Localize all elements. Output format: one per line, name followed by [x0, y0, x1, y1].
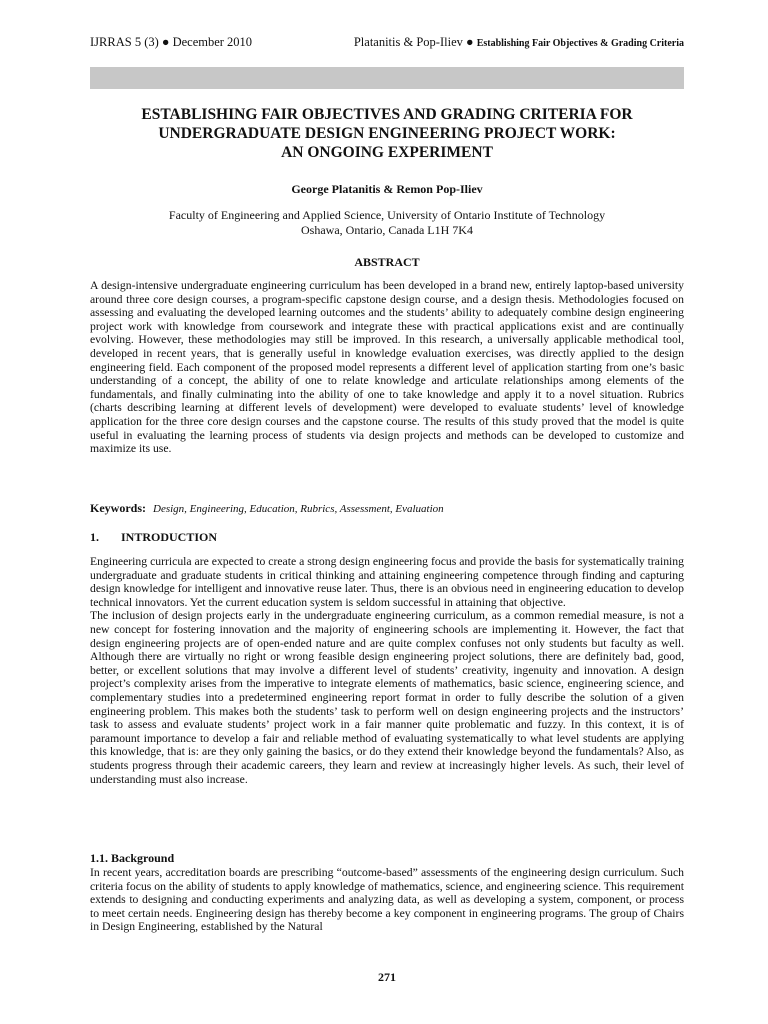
running-header [90, 34, 684, 52]
journal-name: IJRRAS [90, 35, 132, 49]
page-number: 271 [378, 970, 396, 984]
header-divider-band [90, 67, 684, 89]
keywords-list: Design, Engineering, Education, Rubrics, Assessment, Evaluation [153, 503, 444, 515]
journal-date: December 2010 [172, 35, 253, 49]
abstract-heading: ABSTRACT [354, 255, 420, 269]
title-line: ESTABLISHING FAIR OBJECTIVES AND GRADING CRITERIA FOR [141, 106, 633, 123]
affiliation-line-1: Faculty of Engineering and Applied Science, University of Ontario Institute of Technology [168, 208, 606, 222]
journal-citation [90, 34, 252, 52]
introduction-body [90, 555, 684, 786]
section-number: 1. [90, 530, 99, 544]
title-line: UNDERGRADUATE DESIGN ENGINEERING PROJECT WORK: [158, 125, 616, 142]
header-bullet-2: ● [466, 35, 474, 49]
section-heading-introduction [90, 530, 684, 545]
title-line: AN ONGOING EXPERIMENT [281, 144, 493, 161]
author-affiliation [90, 208, 684, 238]
header-bullet: ● [161, 35, 170, 49]
header-authors: Platanitis & Pop-Iliev [353, 35, 463, 49]
keywords-line [90, 501, 684, 517]
paragraph: Engineering curricula are expected to create a strong design engineering focus and provide the basis for systematically training undergraduate and graduate students in critical thinking and attaining engineering competence through finding and capturing design knowledge for intelligent and innovative reuse later. Thus, there is an obvious need in engineering education to develop technical innovators. Yet the current education system is seldom successful in attaining that objective. [90, 555, 684, 609]
paper-page [90, 0, 684, 1024]
running-title-block [354, 34, 684, 52]
keywords-label: Keywords: [90, 501, 146, 515]
running-title: Establishing Fair Objectives & Grading Criteria [476, 38, 684, 49]
subsection-heading-background: 1.1. Background [90, 851, 175, 865]
abstract-text: A design-intensive undergraduate engineering curriculum has been developed in a brand new, entirely laptop-based university around three core design courses, a program-specific capstone design course, and a design thesis. Methodologies focused on assessing and evaluating the developed learning outcomes and the students’ ability to adequately combine design engineering project work with knowledge from coursework and integrate these with practical applications exist and are continually evolving. However, these methodologies may still be improved. In this research, a universally applicable methodical tool, developed in recent years, that is generally useful in knowledge evaluation exercises, was directly applied to the design engineering field. Each component of the proposed model represents a different level of application starting from one’s basic understanding of a concept, the ability of one to relate knowledge and articulate relationships among elements of the fundamentals, and finally culminating into the ability of one to take knowledge and apply it to a novel situation. Rubrics (charts describing learning at different levels of development) were developed to evaluate students’ level of knowledge application for the three core design courses and the capstone course. The results of this study proved that the model is quite useful in evaluating the learning process of students via design projects and methods can be developed to customize and maximize its use. [90, 279, 684, 456]
background-text: In recent years, accreditation boards are prescribing “outcome-based” assessments of the engineering design curriculum. Such criteria focus on the ability of students to apply knowledge of mathematics, science, and engineering science. This requirement extends to designing and conducting experiments and analyzing data, as well as developing a system, component, or process to meet certain needs. Engineering design has thereby become a key component in engineering programs. The group of Chairs in Design Engineering, established by the Natural [90, 866, 684, 934]
paragraph: The inclusion of design projects early in the undergraduate engineering curriculum, as a common remedial measure, is not a new concept for fostering innovation and the majority of engineering schools are implementing it. However, the fact that design engineering projects are of open-ended nature and are quite complex confuses not only students but faculty as well. Although there are virtually no right or wrong feasible design engineering project solutions, there are definitely bad, good, better, or excellent solutions that may involve a different level of students’ creativity, ingenuity and innovation. A design project’s complexity arises from the imperative to integrate elements of mathematics, basic science, engineering science, and complementary studies into a predetermined engineering report format in order to fully describe the solution of a given engineering problem. This makes both the students’ task to perform well on design engineering projects and the instructors’ task to assess and evaluate students’ project work in a fair manner quite problematic and fuzzy. In this context, it is of paramount importance to develop a fair and reliable method of evaluating systematically to what level students are applying this knowledge, that is: are they only gaining the basics, or do they extend their knowledge beyond the fundamentals? Also, as students progress through their academic careers, they learn and review at increasingly higher levels. As such, their level of understanding must also increase. [90, 609, 684, 786]
paper-title [90, 105, 684, 162]
affiliation-line-2: Oshawa, Ontario, Canada L1H 7K4 [301, 223, 473, 237]
section-title: INTRODUCTION [121, 530, 218, 544]
journal-issue: 5 (3) [134, 35, 159, 49]
paper-authors: George Platanitis & Remon Pop-Iliev [291, 182, 483, 196]
